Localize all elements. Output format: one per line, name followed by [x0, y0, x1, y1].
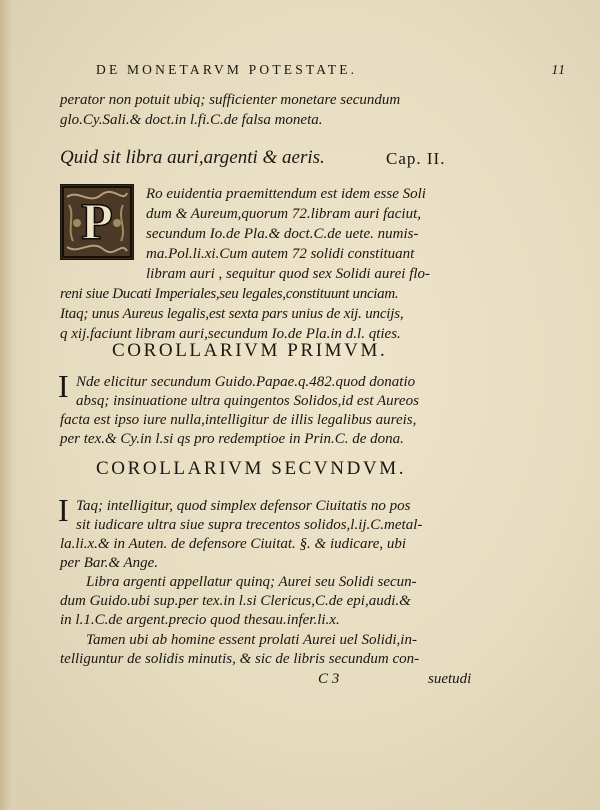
corollary-heading: COROLLARIVM SECVNDVM. [96, 458, 407, 479]
text-line: perator non potuit ubiq; sufficienter monetare secundum [60, 92, 401, 108]
text-line: Ro euidentia praemittendum est idem esse Soli [146, 186, 426, 202]
ornament-icon [61, 185, 133, 259]
text-line: sit iudicare ultra siue supra trecentos solidos,l.ij.C.metal- [76, 517, 423, 533]
text-line: libram auri , sequitur quod sex Solidi aurei flo- [146, 266, 431, 282]
signature-mark: C 3 [318, 671, 340, 687]
catchword: suetudi [428, 671, 472, 687]
initial-letter: I [58, 368, 69, 404]
text-line: in l.1.C.de argent.precio quod thesau.infer.li.x. [60, 612, 340, 628]
text-line: telliguntur de solidis minutis, & sic de libris secundum con- [60, 651, 420, 667]
text-line: q xij.faciunt libram auri,secundum Io.de Pla.in d.l. qties. [60, 326, 401, 342]
decorated-initial [60, 184, 134, 260]
chapter-title: Quid sit libra auri,argenti & aeris. [60, 147, 325, 168]
text-line: Nde elicitur secundum Guido.Papae.q.482.quod donatio [76, 374, 416, 390]
text-line: facta est ipso iure nulla,intelligitur de illis legalibus aureis, [60, 412, 417, 428]
running-header [96, 62, 566, 78]
dropcap-letter: P [81, 194, 113, 251]
text-line: la.li.x.& in Auten. de defensore Ciuitat. §. & iudicare, ubi [60, 536, 407, 552]
text-line: secundum Io.de Pla.& doct.C.de uete. numis- [146, 226, 419, 242]
text-line: dum & Aureum,quorum 72.libram auri faciut, [146, 206, 422, 222]
page-edge-shadow [0, 0, 18, 810]
text-line: reni siue Ducati Imperiales,seu legales,constituunt unciam. [60, 286, 399, 302]
text-line: glo.Cy.Sali.& doct.in l.fi.C.de falsa moneta. [60, 112, 323, 128]
text-line: Libra argenti appellatur quinq; Aurei seu Solidi secun- [86, 574, 417, 590]
chapter-number: Cap. II. [386, 149, 446, 168]
folio-number: 11 [551, 62, 566, 77]
text-line: per tex.& Cy.in l.si qs pro redemptioe in Prin.C. de dona. [60, 431, 404, 447]
corollary-heading: COROLLARIVM PRIMVM. [112, 340, 388, 361]
initial-letter: I [58, 492, 69, 528]
text-line: ma.Pol.li.xi.Cum autem 72 solidi constituant [146, 246, 415, 262]
text-line: Itaq; unus Aureus legalis,est sexta pars unius de xij. uncijs, [60, 306, 404, 322]
text-line: absq; insinuatione ultra quingentos Solidos,id est Aureos [76, 393, 419, 409]
text-line: Tamen ubi ab homine essent prolati Aurei uel Solidi,in- [86, 632, 417, 648]
text-line: Taq; intelligitur, quod simplex defensor Ciuitatis no pos [76, 498, 411, 514]
running-title: DE MONETARVM POTESTATE. [96, 62, 358, 77]
text-line: dum Guido.ubi sup.per tex.in l.si Clericus,C.de epi,audi.& [60, 593, 411, 609]
text-line: per Bar.& Ange. [60, 555, 159, 571]
